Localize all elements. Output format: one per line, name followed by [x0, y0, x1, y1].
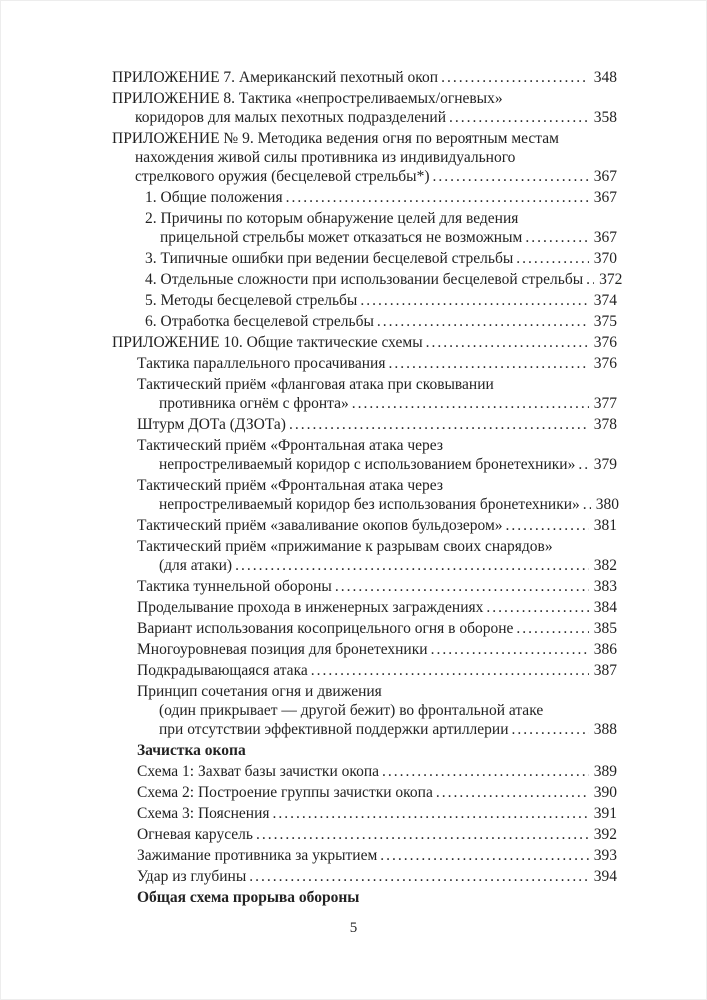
toc-entry-text: Зачистка окопа — [137, 742, 246, 759]
toc-page-number: 372 — [599, 271, 623, 288]
dot-leader — [486, 598, 588, 617]
page-number: 5 — [349, 920, 358, 936]
toc-entry-text: Тактический приём «Фронтальная атака через — [137, 437, 443, 454]
toc-entry-text: 2. Причины по которым обнаружение целей для ведения — [145, 210, 519, 227]
toc-entry-line — [145, 291, 617, 310]
toc-entry-text: Общая схема прорыва обороны — [137, 889, 360, 906]
toc-entry — [112, 783, 617, 802]
toc-entry-text: нахождения живой силы противника из индивидуального — [135, 149, 516, 166]
toc-page-number: 382 — [593, 557, 617, 574]
toc-entry-line — [112, 167, 617, 186]
toc-entry-text: (один прикрывает — другой бежит) во фронтальной атаке — [159, 702, 544, 719]
toc-entry-text: 1. Общие положения — [145, 189, 283, 206]
dot-leader — [449, 108, 589, 127]
toc-entry-text: Тактика туннельной обороны — [137, 578, 332, 595]
toc-entry-line — [145, 228, 617, 247]
dot-leader — [256, 825, 589, 844]
toc-entry-line — [137, 556, 617, 575]
toc-entry-line — [137, 516, 617, 535]
toc-entry-line — [137, 825, 617, 844]
toc-entry — [112, 68, 617, 87]
toc-entry-line — [137, 846, 617, 865]
dot-leader — [249, 867, 589, 886]
toc-entry-text: 4. Отдельные сложности при использовании бесцелевой стрельбы — [145, 271, 584, 288]
toc-entry-text: непростреливаемый коридор без использования бронетехники» — [159, 496, 580, 513]
toc-page-number: 388 — [593, 721, 617, 738]
toc-entry — [112, 436, 617, 474]
toc-entry-line — [145, 312, 617, 331]
toc-entry-text: Схема 3: Пояснения — [137, 805, 270, 822]
dot-leader — [426, 333, 589, 352]
toc-entry — [112, 762, 617, 781]
toc-entry-line — [112, 89, 617, 108]
dot-leader — [235, 556, 589, 575]
toc-page-number: 391 — [593, 805, 617, 822]
dot-leader — [512, 720, 589, 739]
toc-entry — [112, 640, 617, 659]
toc-entry-text: ПРИЛОЖЕНИЕ № 9. Методика ведения огня по вероятным местам — [112, 130, 559, 147]
toc-entry-text: Схема 2: Построение группы зачистки окопа — [137, 784, 433, 801]
toc-entry-line — [137, 867, 617, 886]
toc-entry-line — [112, 148, 617, 167]
toc-entry-line — [112, 68, 617, 87]
toc-entry-line — [137, 415, 617, 434]
toc-page-number: 358 — [593, 109, 617, 126]
dot-leader — [311, 661, 589, 680]
toc-entry — [112, 867, 617, 886]
toc-entry — [112, 804, 617, 823]
toc-entry-text: ПРИЛОЖЕНИЕ 10. Общие тактические схемы — [112, 334, 423, 351]
dot-leader — [433, 167, 589, 186]
toc-entry-text: Тактический приём «фланговая атака при сковывании — [137, 376, 494, 393]
toc-entry-text: Зажимание противника за укрытием — [137, 847, 378, 864]
toc-page-number: 387 — [593, 662, 617, 679]
dot-leader — [360, 291, 588, 310]
table-of-contents — [112, 68, 623, 907]
toc-entry — [112, 270, 623, 289]
toc-entry-line — [137, 394, 617, 413]
toc-entry-text: ПРИЛОЖЕНИЕ 8. Тактика «непростреливаемых/огневых» — [112, 90, 503, 107]
toc-page-number: 381 — [593, 517, 617, 534]
toc-page-number: 384 — [593, 599, 617, 616]
toc-entry-line — [137, 577, 617, 596]
toc-entry-line — [137, 598, 617, 617]
toc-entry-text: Штурм ДОТа (ДЗОТа) — [137, 416, 286, 433]
toc-entry-text: 6. Отработка бесцелевой стрельбы — [145, 313, 374, 330]
toc-entry-text: коридоров для малых пехотных подразделений — [135, 109, 446, 126]
toc-entry-line — [112, 108, 617, 127]
page-footer — [1, 919, 706, 938]
toc-entry-text: Тактический приём «Фронтальная атака через — [137, 477, 443, 494]
toc-entry-text: при отсутствии эффективной поддержки артиллерии — [159, 721, 509, 738]
dot-leader — [286, 188, 589, 207]
toc-entry-text: ПРИЛОЖЕНИЕ 7. Американский пехотный окоп — [112, 69, 439, 86]
toc-entry-text: стрелкового оружия (бесцелевой стрельбы*) — [135, 168, 430, 185]
toc-entry-line — [137, 804, 617, 823]
toc-page-number: 367 — [593, 229, 617, 246]
dot-leader — [289, 415, 589, 434]
toc-page-number: 379 — [593, 456, 617, 473]
dot-leader — [431, 640, 589, 659]
toc-entry — [112, 415, 617, 434]
toc-entry-text: противника огнём с фронта» — [159, 395, 349, 412]
toc-entry-line — [137, 741, 617, 760]
toc-entry-line — [145, 249, 617, 268]
toc-entry — [112, 291, 617, 310]
toc-page-number: 348 — [593, 69, 617, 86]
toc-entry-line — [137, 354, 617, 373]
toc-page-number: 376 — [593, 334, 617, 351]
toc-entry-line — [137, 701, 617, 720]
toc-entry — [112, 375, 617, 413]
dot-leader — [441, 68, 589, 87]
toc-entry-line — [137, 661, 617, 680]
toc-entry — [112, 825, 617, 844]
dot-leader — [273, 804, 589, 823]
dot-leader — [525, 228, 588, 247]
toc-page-number: 367 — [593, 189, 617, 206]
toc-entry-line — [137, 619, 617, 638]
toc-entry-text: (для атаки) — [159, 557, 233, 574]
toc-entry-line — [145, 188, 617, 207]
toc-entry-text: Тактический приём «прижимание к разрывам своих снарядов» — [137, 538, 553, 555]
toc-page-number: 390 — [593, 784, 617, 801]
toc-page-number: 378 — [593, 416, 617, 433]
toc-entry-text: 3. Типичные ошибки при ведении бесцелевой стрельбы — [145, 250, 514, 267]
dot-leader — [506, 516, 589, 535]
toc-entry-text: Схема 1: Захват базы зачистки окопа — [137, 763, 380, 780]
toc-entry — [112, 333, 617, 352]
toc-entry-line — [137, 436, 617, 455]
toc-entry — [112, 249, 617, 268]
dot-leader — [578, 455, 588, 474]
toc-entry — [112, 846, 617, 865]
toc-entry — [112, 129, 617, 186]
toc-entry — [112, 888, 617, 907]
toc-page-number: 386 — [593, 641, 617, 658]
toc-page-number: 370 — [593, 250, 617, 267]
dot-leader — [516, 619, 588, 638]
toc-entry — [112, 741, 617, 760]
toc-entry-line — [137, 640, 617, 659]
toc-entry — [112, 354, 617, 373]
dot-leader — [436, 783, 589, 802]
toc-page-number: 383 — [593, 578, 617, 595]
toc-page-number: 377 — [593, 395, 617, 412]
toc-entry-text: Проделывание прохода в инженерных заграждениях — [137, 599, 484, 616]
toc-entry-text: Многоуровневая позиция для бронетехники — [137, 641, 428, 658]
toc-page-number: 389 — [593, 763, 617, 780]
toc-entry-text: Тактика параллельного просачивания — [137, 355, 386, 372]
toc-entry-text: прицельной стрельбы может отказаться не возможным — [160, 229, 523, 246]
toc-entry-line — [137, 762, 617, 781]
toc-entry-text: Тактический приём «заваливание окопов бульдозером» — [137, 517, 503, 534]
toc-page-number: 392 — [593, 826, 617, 843]
toc-entry — [112, 476, 620, 514]
dot-leader — [388, 354, 588, 373]
toc-entry — [112, 661, 617, 680]
toc-page-number: 394 — [593, 868, 617, 885]
toc-entry-text: Подкрадывающаяся атака — [137, 662, 308, 679]
toc-entry-line — [137, 495, 620, 514]
toc-entry — [112, 312, 617, 331]
toc-entry-line — [112, 333, 617, 352]
toc-entry-line — [112, 129, 617, 148]
toc-entry-line — [137, 537, 617, 556]
dot-leader — [377, 312, 589, 331]
dot-leader — [382, 762, 589, 781]
toc-entry-text: Удар из глубины — [137, 868, 247, 885]
toc-entry — [112, 619, 617, 638]
toc-page-number: 375 — [593, 313, 617, 330]
toc-entry-text: Огневая карусель — [137, 826, 253, 843]
toc-entry — [112, 682, 617, 739]
toc-page-number: 385 — [593, 620, 617, 637]
toc-entry-line — [137, 720, 617, 739]
toc-page-number: 367 — [593, 168, 617, 185]
toc-entry — [112, 598, 617, 617]
toc-entry-line — [137, 682, 617, 701]
toc-entry-line — [145, 209, 617, 228]
toc-page-number: 374 — [593, 292, 617, 309]
dot-leader — [352, 394, 589, 413]
toc-entry — [112, 537, 617, 575]
toc-entry — [112, 188, 617, 207]
toc-entry-text: 5. Методы бесцелевой стрельбы — [145, 292, 358, 309]
toc-entry-line — [137, 888, 617, 907]
dot-leader — [583, 495, 591, 514]
dot-leader — [380, 846, 588, 865]
dot-leader — [516, 249, 588, 268]
toc-entry-line — [145, 270, 623, 289]
toc-entry-line — [137, 476, 617, 495]
dot-leader — [586, 270, 594, 289]
toc-entry — [112, 577, 617, 596]
toc-entry-text: непростреливаемый коридор с использованием бронетехники» — [159, 456, 576, 473]
toc-entry-line — [137, 375, 617, 394]
toc-entry — [112, 209, 617, 247]
toc-page-number: 380 — [595, 496, 620, 513]
toc-entry-line — [137, 455, 617, 474]
toc-entry — [112, 516, 617, 535]
toc-entry — [112, 89, 617, 127]
toc-entry-line — [137, 783, 617, 802]
toc-page-number: 376 — [593, 355, 617, 372]
toc-page-number: 393 — [593, 847, 617, 864]
toc-entry-text: Принцип сочетания огня и движения — [137, 683, 382, 700]
dot-leader — [335, 577, 589, 596]
toc-entry-text: Вариант использования косоприцельного огня в обороне — [137, 620, 514, 637]
